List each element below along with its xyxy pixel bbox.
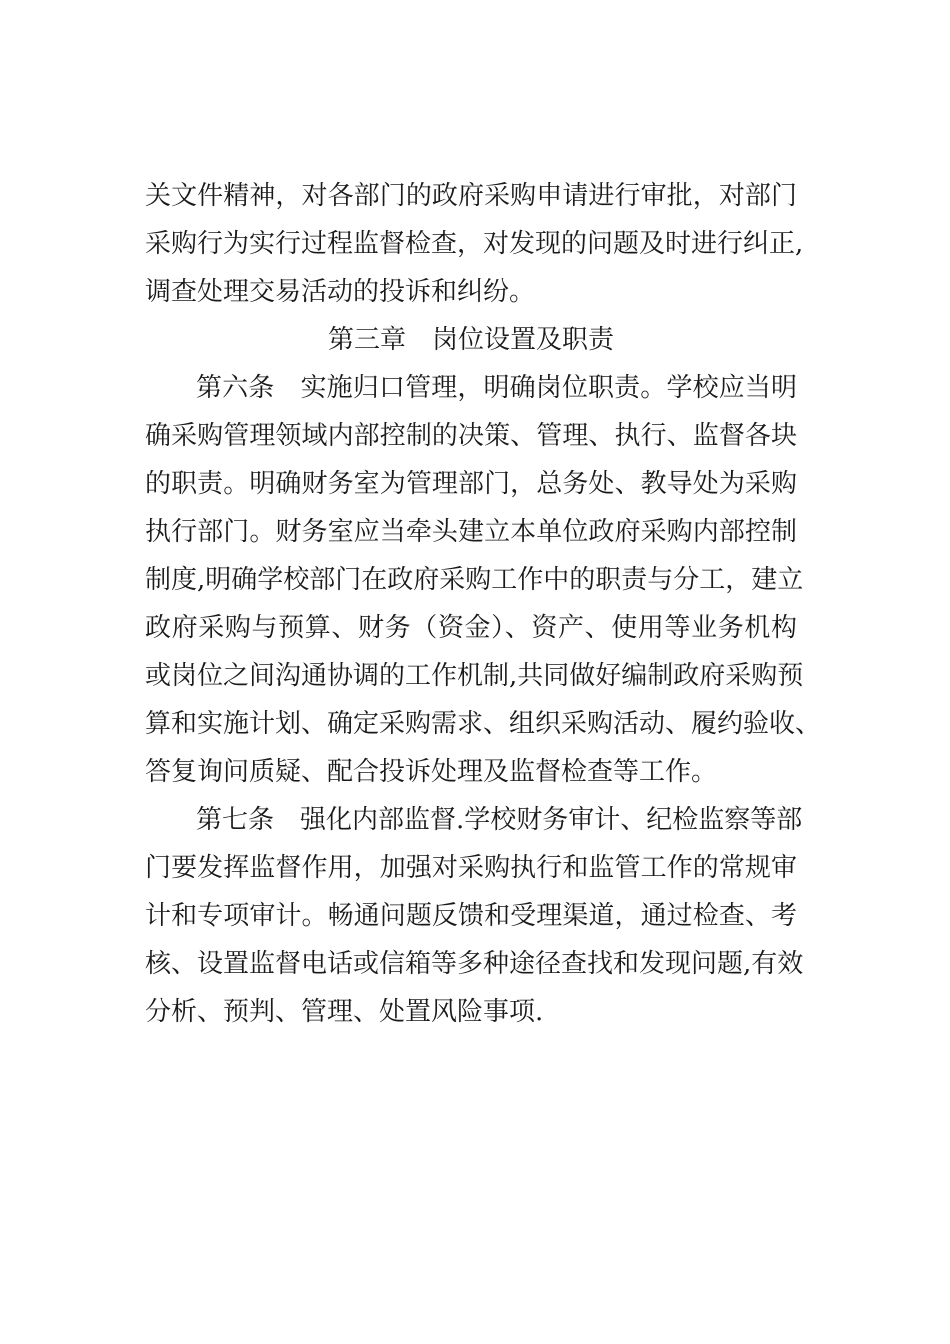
article-six-line-8: 算和实施计划、确定采购需求、组织采购活动、履约验收、 (145, 709, 822, 739)
article-six-line-5: 制度,明确学校部门在政府采购工作中的职责与分工，建立 (145, 565, 804, 595)
article-seven-line-5: 分析、预判、管理、处置风险事项. (145, 997, 544, 1027)
intro-line-3: 调查处理交易活动的投诉和纠纷。 (145, 277, 536, 307)
article-six-line-7: 或岗位之间沟通协调的工作机制,共同做好编制政府采购预 (145, 661, 804, 691)
intro-line-1: 关文件精神，对各部门的政府采购申请进行审批，对部门 (145, 181, 797, 211)
article-six-line-1: 第六条 实施归口管理，明确岗位职责。学校应当明 (196, 373, 797, 403)
article-six-line-6: 政府采购与预算、财务（资金）、资产、使用等业务机构 (145, 613, 797, 643)
article-seven-line-1: 第七条 强化内部监督.学校财务审计、纪检监察等部 (196, 805, 803, 835)
article-six-line-3: 的职责。明确财务室为管理部门，总务处、教导处为采购 (145, 469, 797, 499)
article-seven-line-2: 门要发挥监督作用，加强对采购执行和监管工作的常规审 (145, 853, 797, 883)
intro-line-2: 采购行为实行过程监督检查，对发现的问题及时进行纠正, (145, 229, 804, 259)
article-seven-line-4: 核、设置监督电话或信箱等多种途径查找和发现问题,有效 (145, 949, 804, 979)
article-seven-line-3: 计和专项审计。畅通问题反馈和受理渠道，通过检查、考 (145, 901, 797, 931)
article-six-line-4: 执行部门。财务室应当牵头建立本单位政府采购内部控制 (145, 517, 797, 547)
chapter-heading: 第三章 岗位设置及职责 (327, 325, 614, 355)
article-six-line-9: 答复询问质疑、配合投诉处理及监督检查等工作。 (145, 757, 718, 787)
article-six-line-2: 确采购管理领域内部控制的决策、管理、执行、监督各块 (145, 421, 797, 451)
